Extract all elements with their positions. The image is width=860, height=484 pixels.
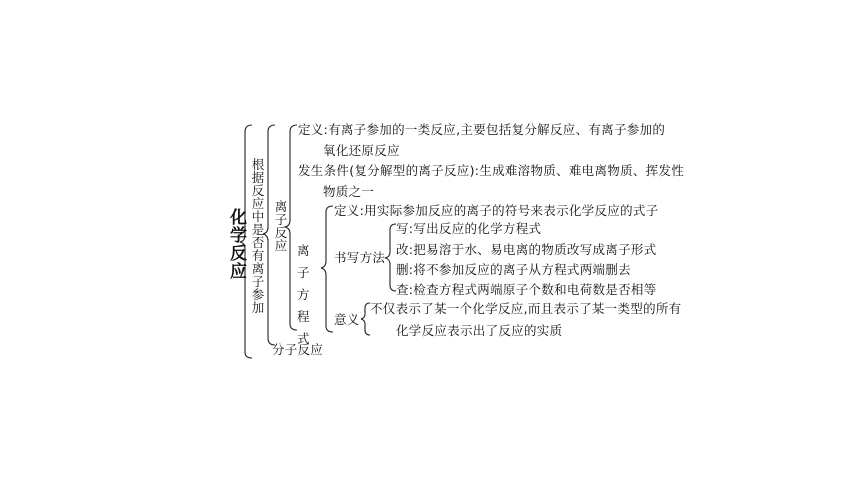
ionic-equation-label	[297, 240, 323, 350]
ionic-definition-line2: 氧化还原反应	[323, 143, 400, 158]
writing-step-delete: 删:将不参加反应的离子从方程式两端删去	[396, 262, 631, 277]
ionic-reaction-label: 离子反应	[273, 200, 288, 252]
ionic-conditions-line2: 物质之一	[323, 184, 375, 199]
writing-method-label: 书写方法	[334, 250, 386, 265]
meaning-label: 意义	[334, 312, 360, 327]
basis-label: 根据反应中是否有离子参加	[250, 158, 265, 314]
meaning-brace	[361, 303, 370, 335]
writing-brace	[385, 224, 396, 291]
meaning-line1: 不仅表示了某一个化学反应,而且表示了某一类型的所有	[370, 301, 682, 316]
equation-definition: 定义:用实际参加反应的离子的符号来表示化学反应的式子	[334, 203, 659, 218]
writing-step-check: 查:检查方程式两端原子个数和电荷数是否相等	[396, 282, 657, 297]
writing-step-write: 写:写出反应的化学方程式	[396, 221, 542, 236]
root-label: 化学反应	[226, 208, 246, 280]
molecular-reaction: 分子反应	[272, 342, 324, 357]
writing-step-convert: 改:把易溶于水、易电离的物质改写成离子形式	[396, 242, 657, 257]
ionic-equation-text: 离子方程式	[297, 243, 311, 346]
meaning-line2: 化学反应表示出了反应的实质	[396, 323, 563, 338]
ionic-definition-line1: 定义:有离子参加的一类反应,主要包括复分解反应、有离子参加的	[298, 122, 666, 137]
ionic-conditions-line1: 发生条件(复分解型的离子反应):生成难溶物质、难电离物质、挥发性	[298, 163, 685, 178]
